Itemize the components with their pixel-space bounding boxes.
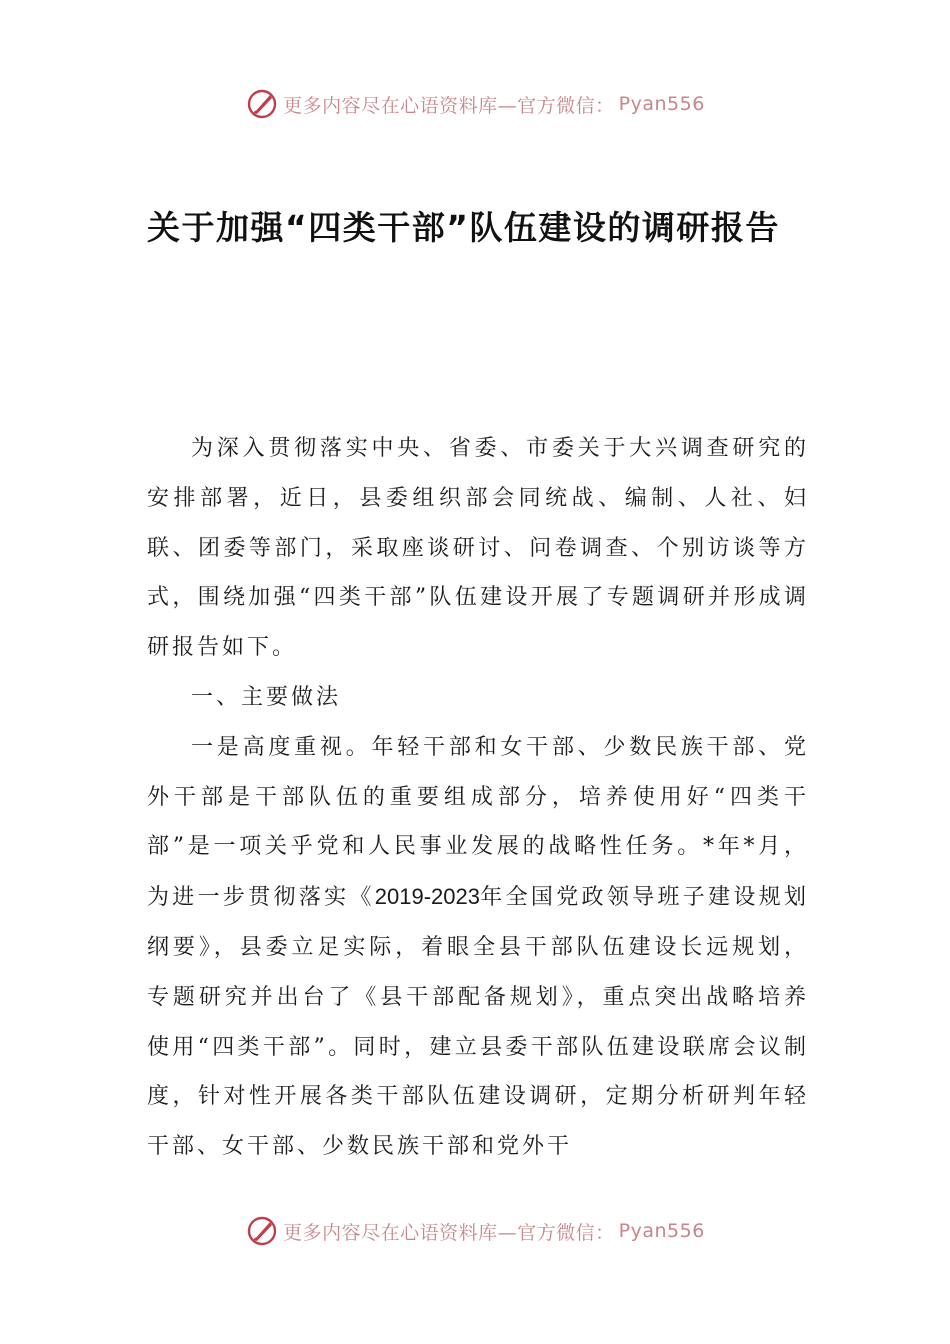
quill-pen-circle-icon: [245, 87, 279, 121]
watermark-text: 更多内容尽在心语资料库—官方微信：: [283, 1221, 615, 1244]
watermark-text: 更多内容尽在心语资料库—官方微信：: [283, 94, 615, 117]
document-body: [147, 424, 809, 1172]
watermark-wechat-id: Pyan556: [618, 1220, 705, 1242]
paragraph-measure-1: [147, 723, 809, 1172]
document-title: 关于加强“四类干部”队伍建设的调研报告: [147, 208, 780, 247]
watermark-wechat-id: Pyan556: [618, 93, 705, 115]
section-heading: 一、主要做法: [191, 684, 342, 710]
paragraph-text: 年全国党政领导班子建设规划纲要》，县委立足实际，着眼全县干部队伍建设长远规划，专题研究并出台了《县干部配备规划》，重点突出战略培养使用“四类干部”。同时，建立县委干部队伍建设联席会议制度，针对性开展各类干部队伍建设调研，定期分析研判年轻干部、女干部、少数民族干部和党外干: [147, 885, 809, 1160]
year-range: 2019-2023: [374, 884, 480, 910]
paragraph-text: 一是高度重视。年轻干部和女干部、少数民族干部、党外干部是干部队伍的重要组成部分，培养使用好“四类干部”是一项关乎党和人民事业发展的战略性任务。*年*月，为进一步贯彻落实《: [147, 734, 809, 911]
watermark-footer: [0, 1211, 950, 1251]
quill-pen-circle-icon: [245, 1214, 279, 1248]
paragraph-intro: 为深入贯彻落实中央、省委、市委关于大兴调查研究的安排部署，近日，县委组织部会同统战、编制、人社、妇联、团委等部门，采取座谈研讨、问卷调查、个别访谈等方式，围绕加强“四类干部”队伍建设开展了专题调研并形成调研报告如下。: [147, 436, 809, 661]
watermark-header: [0, 84, 950, 124]
